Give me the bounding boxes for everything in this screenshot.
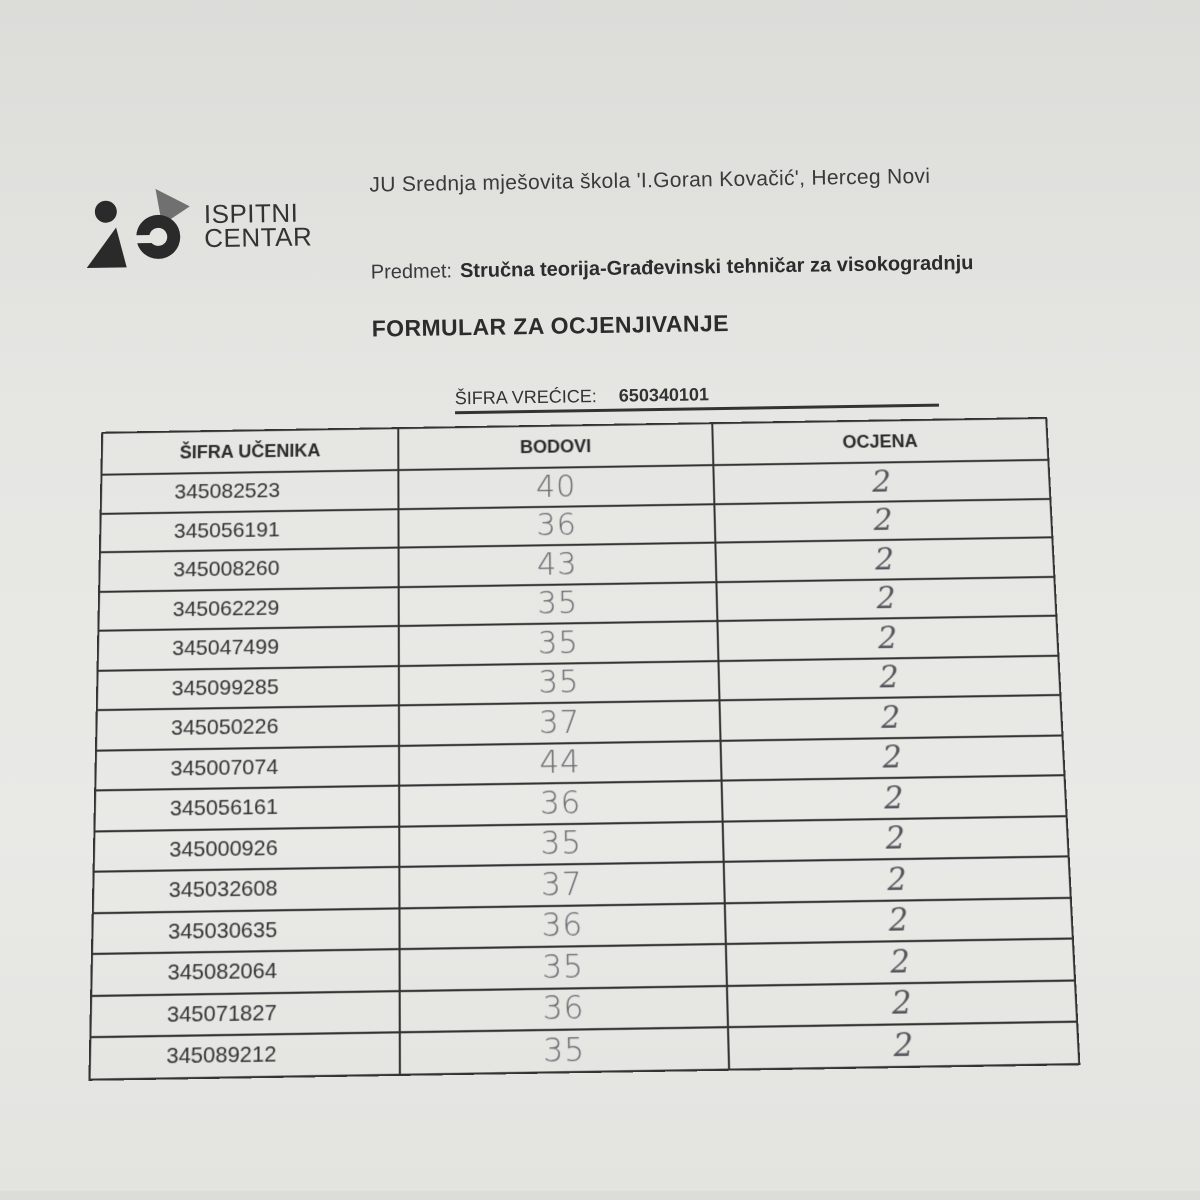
points-handwritten: 44	[399, 740, 722, 785]
grade-handwritten: 2	[713, 460, 1050, 504]
grade-handwritten: 2	[719, 695, 1062, 740]
points-handwritten: 36	[399, 781, 722, 827]
student-code: 345032608	[93, 867, 400, 913]
points-handwritten: 35	[400, 1027, 729, 1074]
grade-handwritten: 2	[721, 735, 1065, 781]
subject-label: Predmet:	[370, 260, 453, 284]
grade-handwritten: 2	[716, 576, 1056, 621]
school-name: JU Srednja mješovita škola 'I.Goran Kovačić', Herceg Novi	[369, 164, 931, 197]
student-code: 345047499	[98, 626, 399, 670]
student-code: 345056161	[94, 786, 399, 831]
student-code: 345089212	[90, 1032, 400, 1079]
logo-mark-icon	[81, 184, 202, 276]
student-code: 345000926	[94, 826, 400, 872]
student-code: 345008260	[99, 548, 399, 592]
student-code: 345050226	[96, 705, 399, 750]
subject-value: Stručna teorija-Građevinski tehničar za visokogradnju	[459, 252, 974, 283]
points-handwritten: 40	[398, 465, 714, 509]
points-handwritten: 36	[399, 903, 725, 949]
ispitni-centar-logo	[81, 182, 352, 276]
student-code: 345030635	[92, 908, 400, 954]
student-code: 345082523	[101, 470, 399, 513]
student-code: 345007074	[95, 745, 399, 790]
points-handwritten: 35	[399, 661, 720, 706]
points-handwritten: 35	[399, 821, 723, 867]
header-points: BODOVI	[398, 423, 713, 470]
grade-handwritten: 2	[726, 939, 1075, 986]
header-grade: OCJENA	[712, 418, 1048, 465]
grade-handwritten: 2	[727, 980, 1077, 1027]
bag-code-value: 650340101	[618, 384, 710, 406]
grades-table	[88, 417, 1080, 1080]
form-title: FORMULAR ZA OCJENJIVANJE	[371, 309, 730, 342]
points-handwritten: 37	[399, 700, 721, 745]
points-handwritten: 35	[400, 944, 727, 991]
points-handwritten: 35	[399, 582, 718, 626]
bag-code-label: ŠIFRA VREĆICE:	[454, 386, 597, 409]
points-handwritten: 36	[398, 504, 715, 548]
logo-line-2: CENTAR	[204, 221, 313, 254]
subject-line	[371, 252, 974, 284]
student-code: 345056191	[100, 509, 399, 553]
grade-handwritten: 2	[722, 775, 1067, 821]
grade-handwritten: 2	[715, 537, 1054, 581]
points-handwritten: 37	[399, 862, 724, 908]
grade-handwritten: 2	[723, 816, 1069, 862]
points-handwritten: 35	[399, 621, 719, 666]
points-handwritten: 43	[399, 543, 717, 587]
grade-handwritten: 2	[725, 897, 1073, 944]
logo-text	[203, 197, 313, 254]
grade-handwritten: 2	[714, 498, 1052, 542]
logo-line-1: ISPITNI	[203, 197, 299, 230]
grade-handwritten: 2	[717, 616, 1058, 661]
bag-code	[455, 381, 939, 415]
student-code: 345062229	[98, 587, 398, 631]
grade-handwritten: 2	[728, 1022, 1079, 1069]
grade-handwritten: 2	[724, 856, 1071, 902]
student-code: 345071827	[90, 991, 399, 1038]
header-student-code: ŠIFRA UČENIKA	[101, 428, 398, 475]
student-code: 345099285	[97, 666, 399, 711]
student-code: 345082064	[91, 949, 399, 995]
grade-handwritten: 2	[718, 655, 1060, 700]
points-handwritten: 36	[400, 985, 728, 1032]
